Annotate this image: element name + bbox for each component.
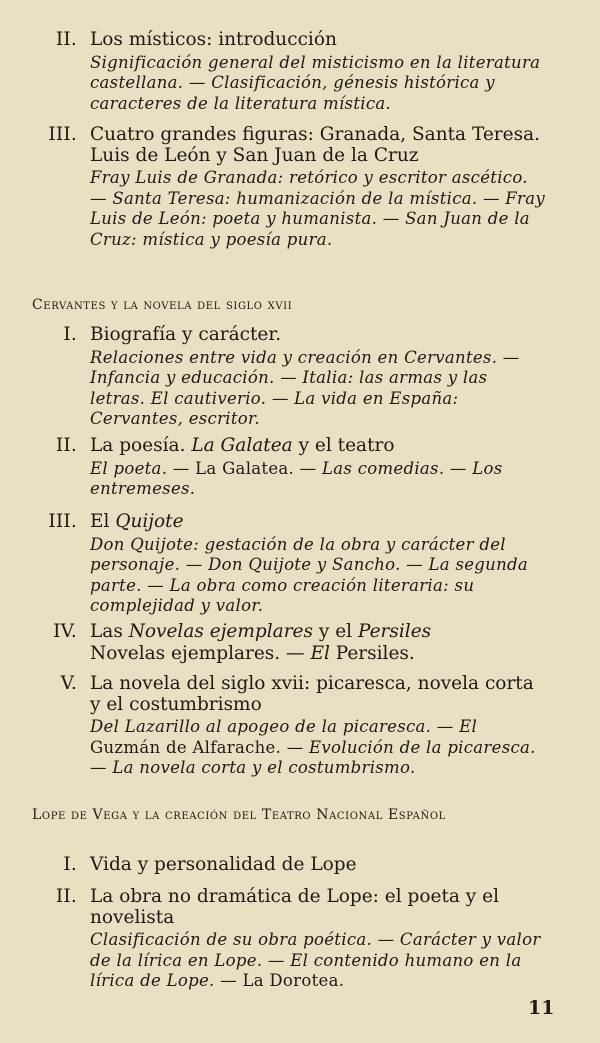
entry-number: II. bbox=[55, 435, 77, 456]
entry-number: I. bbox=[63, 854, 77, 875]
entry-summary: Significación general del misticismo en la literatura castellana. — Clasificación, génesis histórica y caracteres de la literatura mística. bbox=[90, 52, 541, 113]
entry-number: II. bbox=[55, 29, 77, 50]
entry-title: La novela del siglo xvii: picaresca, novela corta y el costumbrismo bbox=[90, 673, 534, 715]
entry-title: Los místicos: introducción bbox=[90, 29, 337, 50]
section-heading-lope: Lope de Vega y la creación del Teatro Nacional Español bbox=[32, 807, 446, 823]
entry-number: II. bbox=[55, 886, 77, 907]
entry-title: Vida y personalidad de Lope bbox=[90, 854, 357, 875]
entry-title: Las Novelas ejemplares y el Persiles bbox=[90, 621, 432, 642]
page-number: 11 bbox=[528, 997, 555, 1019]
entry-title: Cuatro grandes figuras: Granada, Santa Teresa. Luis de León y San Juan de la Cruz bbox=[90, 124, 541, 166]
entry-number: IV. bbox=[53, 621, 77, 642]
entry-number: V. bbox=[60, 673, 77, 694]
entry-summary: Novelas ejemplares. — El Persiles. bbox=[90, 642, 415, 664]
entry-number: III. bbox=[48, 124, 77, 145]
entry-summary: Relaciones entre vida y creación en Cervantes. — Infancia y educación. — Italia: las armas y las letras. El cautiverio. — La vida en España: Cervantes, escritor. bbox=[90, 347, 520, 428]
section-heading-cervantes: Cervantes y la novela del siglo xvii bbox=[32, 297, 293, 313]
entry-summary: El poeta. — La Galatea. — Las comedias. — Los entremeses. bbox=[90, 458, 503, 498]
entry-summary: Clasificación de su obra poética. — Carácter y valor de la lírica en Lope. — El contenido humano en la lírica de Lope. — La Dorotea. bbox=[90, 930, 541, 990]
entry-number: I. bbox=[63, 324, 77, 345]
entry-title: La poesía. La Galatea y el teatro bbox=[90, 435, 395, 456]
entry-summary: Fray Luis de Granada: retórico y escritor ascético. — Santa Teresa: humanización de la mística. — Fray Luis de León: poeta y humanista. — San Juan de la Cruz: mística y poesía pura. bbox=[90, 168, 546, 249]
entry-summary: Del Lazarillo al apogeo de la picaresca. — El Guzmán de Alfarache. — Evolución de la picaresca. — La novela corta y el costumbrismo. bbox=[90, 717, 536, 777]
entry-title: La obra no dramática de Lope: el poeta y el novelista bbox=[90, 886, 499, 928]
entry-summary: Don Quijote: gestación de la obra y carácter del personaje. — Don Quijote y Sancho. — La segunda parte. — La obra como creación literaria: su complejidad y valor. bbox=[90, 534, 529, 615]
entry-title: Biografía y carácter. bbox=[90, 324, 282, 345]
entry-number: III. bbox=[48, 511, 77, 532]
entry-title: El Quijote bbox=[90, 511, 184, 532]
